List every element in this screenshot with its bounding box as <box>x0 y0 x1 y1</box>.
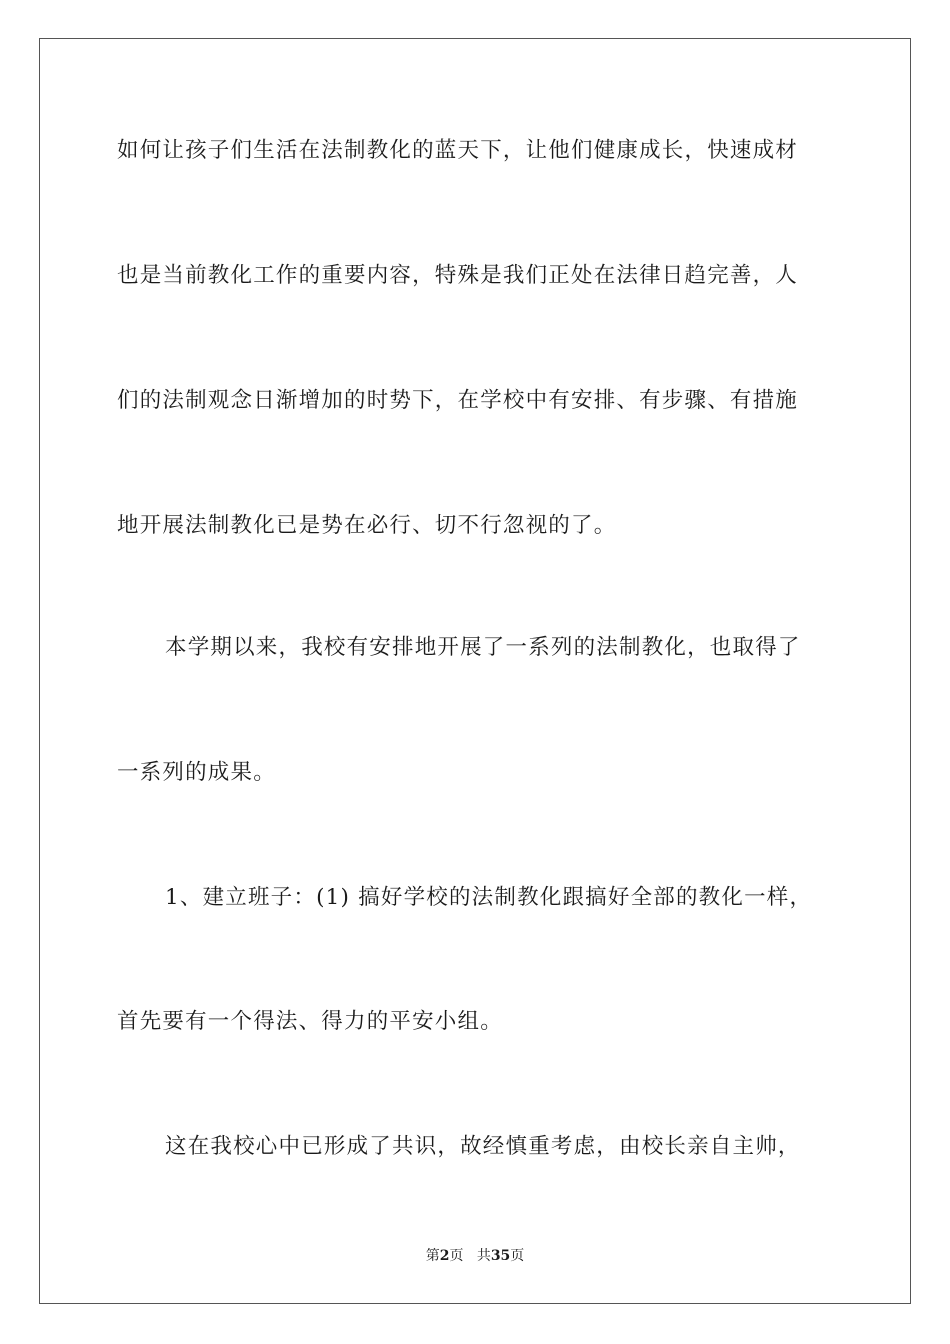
page-number: 2 <box>439 1248 450 1264</box>
text-line-6: 一系列的成果。 <box>117 760 276 785</box>
page-border <box>39 38 911 1304</box>
text-line-1: 如何让孩子们生活在法制教化的蓝天下，让他们健康成长，快速成材 <box>117 138 799 163</box>
text-line-2: 也是当前教化工作的重要内容，特殊是我们正处在法律日趋完善，人 <box>117 263 799 288</box>
page-prefix: 第 <box>425 1248 440 1264</box>
text-line-9: 这在我校心中已形成了共识，故经慎重考虑，由校长亲自主帅， <box>165 1134 801 1159</box>
page-suffix: 页 <box>449 1248 464 1264</box>
total-prefix: 共 <box>476 1248 491 1264</box>
text-line-8: 首先要有一个得法、得力的平安小组。 <box>117 1009 503 1034</box>
total-pages: 35 <box>490 1248 511 1264</box>
page-footer <box>0 1246 950 1266</box>
text-line-3: 们的法制观念日渐增加的时势下，在学校中有安排、有步骤、有措施 <box>117 388 799 413</box>
total-suffix: 页 <box>510 1248 525 1264</box>
text-line-4: 地开展法制教化已是势在必行、切不行忽视的了。 <box>117 513 617 538</box>
text-line-5: 本学期以来，我校有安排地开展了一系列的法制教化，也取得了 <box>165 635 801 660</box>
text-line-7: 1、建立班子：(1) 搞好学校的法制教化跟搞好全部的教化一样， <box>165 885 813 910</box>
